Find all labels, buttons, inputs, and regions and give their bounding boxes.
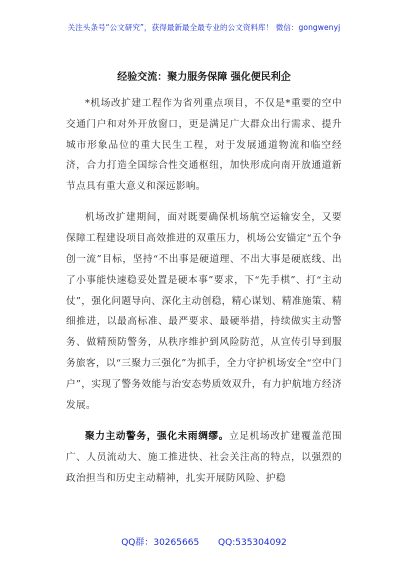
paragraph-text: 机场改扩建期间，面对既要确保机场航空运输安全，又要保障工程建设项目高效推进的双重压力，机场公安锚定“五个争创一流”目标，坚持“不出事是硬道理、不出大事是硬底线、出了小事能快速稳妥处置是硬本事”要求，下“先手棋”、打“主动仗”，强化问题导向、深化主动创稳，精心谋划、精准施策、精细推进，以最高标准、最严要求、最硬举措，持续做实主动警务、做精预防警务，从秩序维护到风险防范，从宣传引导到服务旅客，以“三聚力三强化”为抓手，全力守护机场安全“空中门户”，实现了警务效能与治安态势质效双升，有力护航地方经济发展。: [66, 212, 342, 411]
paragraph-2: [66, 208, 342, 416]
footer-qq-group: QQ群：30265665: [121, 538, 200, 548]
document-title: 经验交流：聚力服务保障 强化便民利企: [117, 72, 291, 83]
footer-qq-number: QQ:535304092: [218, 538, 287, 548]
footer-contact: [0, 535, 408, 548]
document-body: [66, 94, 342, 500]
paragraph-text: 立足机场改扩建覆盖范围广、人员流动大、施工推进快、社会关注高的特点，以强烈的政治担当和历史主动精神，扎实开展防风险、护稳: [66, 430, 342, 484]
paragraph-1: [66, 94, 342, 198]
header-promo-note: 关注头条号“公文研究”，获得最新最全最专业的公文资料库！ 微信：gongwenyj: [67, 23, 341, 32]
paragraph-text: *机场改扩建工程作为省列重点项目，不仅是*重要的空中交通门户和对外开放窗口，更是满足广大群众出行需求、提升城市形象品位的重大民生工程，对于发展通道物流和临空经济，合力打造全国综合性交通枢纽，加快形成向南开放通道新节点具有重大意义和深远影响。: [66, 98, 342, 193]
paragraph-lead: 聚力主动警务，强化未雨绸缪。: [85, 430, 230, 442]
paragraph-3: [66, 427, 342, 489]
